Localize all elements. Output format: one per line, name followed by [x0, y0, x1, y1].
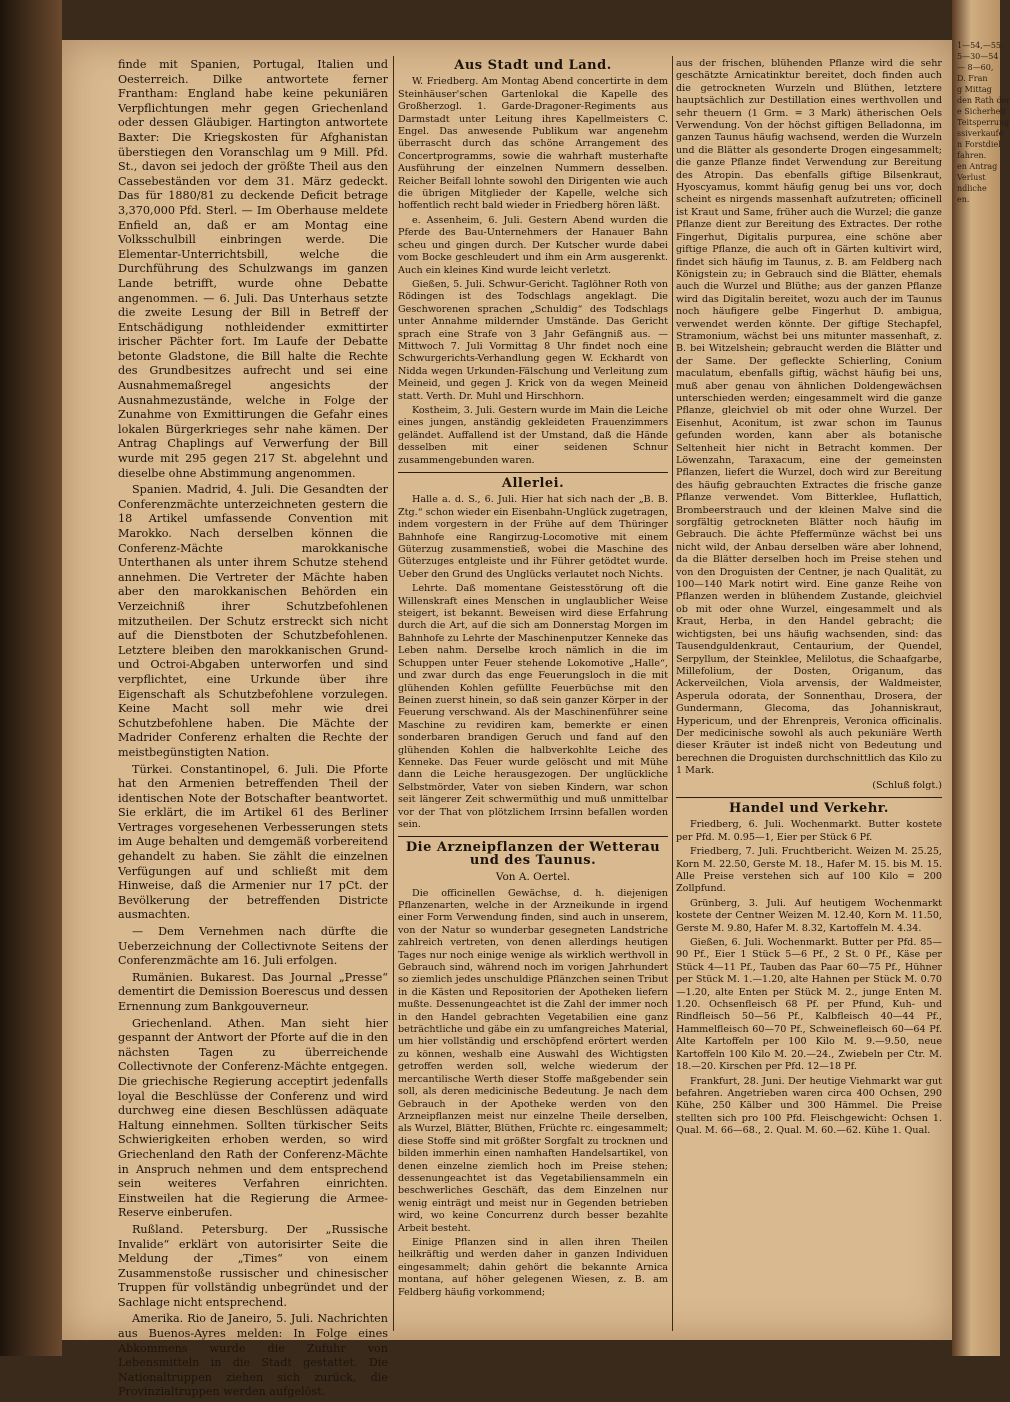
news-paragraph: Halle a. d. S., 6. Juli. Hier hat sich nach der „B. B. Ztg.“ schon wieder ein Eisenbahn-Unglück zugetragen, indem vorgestern in der Frühe auf dem Thüringer Bahnhofe eine Rangirzug-Locomotive mit einem Güterzug zusammenstieß, wobei die Maschine des Güterzuges entgleiste und ihr Führer getödtet wurde. Ueber den Grund des Unglücks verlautet noch Nichts.: [398, 494, 668, 580]
news-paragraph: Griechenland. Athen. Man sieht hier gespannt der Antwort der Pforte auf die in den nächsten Tagen zu überreichende Collectivnote der Conferenz-Mächte entgegen. Die griechische Regierung acceptirt jedenfalls loyal die Beschlüsse der Conferenz und wird durchweg eine diesen Beschlüssen adäquate Haltung einnehmen. Sollten türkischer Seits Schwierigkeiten erhoben werden, so wird Griechenland den Rath der Conferenz-Mächte in Anspruch nehmen und dem entsprechend sein weiteres Verfahren einrichten. Einstweilen hat die Regierung die Armee-Reserve einberufen.: [118, 1016, 388, 1220]
news-paragraph: W. Friedberg. Am Montag Abend concertirte in dem Steinhäuser'schen Gartenlokal die Kapelle des Großherzogl. 1. Garde-Dragoner-Regiments aus Darmstadt unter Leitung ihres Kapellmeisters C. Engel. Das anwesende Publikum war angenehm überrascht durch das schöne Arrangement des Concertprogramms, sowie die wahrhaft musterhafte Ausführung der einzelnen Nummern desselben. Reicher Beifall lohnte sowohl den Dirigenten wie auch die übrigen Mitglieder der Kapelle, welche sich hoffentlich recht bald wieder in Friedberg hören läßt.: [398, 76, 668, 212]
news-paragraph: e. Assenheim, 6. Juli. Gestern Abend wurden die Pferde des Bau-Unternehmers der Hanauer Bahn scheu und gingen durch. Der Kutscher wurde dabei vom Bocke geschleudert und ihm ein Arm ausgerenkt. Auch ein kleines Kind wurde leicht verletzt.: [398, 214, 668, 276]
market-report: Grünberg, 3. Juli. Auf heutigem Wochenmarkt kostete der Centner Weizen M. 12.40, Korn M. 11.50, Gerste M. 9.80, Hafer M. 8.32, Kartoffeln M. 4.34.: [676, 897, 942, 934]
fragment-line: en Antrag: [957, 162, 998, 171]
column-right: [676, 58, 942, 1140]
fragment-line: Teitsperrung: [957, 118, 1010, 127]
section-heading-trade: Handel und Verkehr.: [729, 800, 889, 816]
news-paragraph: — Dem Vernehmen nach dürfte die Ueberzeichnung der Collectivnote Seitens der Conferenzmächte am 16. Juli erfolgen.: [118, 925, 388, 968]
book-binding-left: [0, 0, 62, 1356]
news-paragraph: finde mit Spanien, Portugal, Italien und Oesterreich. Dilke antwortete ferner Frantham: England habe keine pekuniären Verpflichtungen mehr gegen Griechenland oder dessen Gläubiger. Hartington antwortete Baxter: Die Kriegskosten für Afghanistan überstiegen den Voranschlag um 9 Mill. Pfd. St., davon sei jedoch der größte Theil aus den Cassebeständen vor dem 31. März gedeckt. Das für 1880/81 zu deckende Deficit betrage 3,370,000 Pfd. Sterl. — Im Oberhause meldete Enfield an, daß er am Montag eine Volksschulbill einbringen werde. Die Elementar-Unterrichtsbill, welche die Durchführung des Schulzwangs im ganzen Lande betrifft, wurde ohne Debatte angenommen. — 6. Juli. Das Unterhaus setzte die zweite Lesung der Bill in Betreff der Entschädigung nothleidender exmittirter irischer Pächter fort. Im Laufe der Debatte betonte Gladstone, die Bill halte die Rechte des Grundbesitzes aufrecht und sei eine Ausnahmemaßregel angesichts der Ausnahmezustände, welche in Folge der Zunahme von Exmittirungen die Gefahr eines lokalen Bürgerkrieges sehr nahe kämen. Der Antrag Chaplings auf Verwerfung der Bill wurde mit 295 gegen 217 St. abgelehnt und dieselbe ohne Abstimmung angenommen.: [118, 58, 388, 480]
section-heading-local: Aus Stadt und Land.: [454, 58, 612, 73]
fragment-line: 5—30—54: [957, 52, 999, 61]
column-rule: [672, 56, 673, 1331]
section-heading-misc: Allerlei.: [501, 476, 565, 491]
fragment-line: Verlust: [957, 173, 986, 182]
fragment-line: D. Fran: [957, 74, 988, 83]
article-paragraph: Die officinellen Gewächse, d. h. diejenigen Pflanzenarten, welche in der Arzneikunde in irgend einer Form Verwendung finden, sind auch in unserem, von der Natur so wunderbar gesegneten Landstriche zahlreich vertreten, von denen allerdings heutigen Tages nur noch einige wenige als wirklich werthvoll in Gebrauch sind, während noch im vorigen Jahrhundert so ziemlich jedes unschuldige Pflänzchen seinen Tribut in die Kästen und Repositorien der Apotheken liefern mußte. Dessenungeachtet ist die Zahl der immer noch in den Handel gebrachten Vegetabilien eine ganz beträchtliche und gäbe ein zu umfangreiches Material, um hier vollständig und erschöpfend erörtert werden zu können, weshalb eine Auswahl des Wichtigsten getroffen werden soll, welche wiederum der mercantilische Werth dieser Stoffe maßgebender sein soll, als deren medicinische Bedeutung. Je nach dem Gebrauch in der Apotheke werden von den Arzneipflanzen meist nur einzelne Theile derselben, als Wurzel, Blätter, Blüthen, Früchte rc. eingesammelt; diese Stoffe sind mit größter Sorgfalt zu trocknen und bilden immerhin einen namhaften Handelsartikel, von denen einzelne ziemlich hoch im Preise stehen; dessenungeachtet ist das Vegetabiliensammeln ein beschwerliches Geschäft, das dem Einzelnen nur wenig einträgt und meist nur in Gegenden betrieben wird, wo keine Concurrenz durch besser bezahlte Arbeit besteht.: [398, 887, 668, 1234]
news-paragraph: Türkei. Constantinopel, 6. Juli. Die Pforte hat den Armenien betreffenden Theil der identischen Note der Botschafter beantwortet. Sie erklärt, die im Artikel 61 des Berliner Vertrages vorgesehenen Verbesserungen stets im Auge behalten und demgemäß vorbereitend gehandelt zu haben. Sie zählt die einzelnen Verfügungen auf und schließt mit dem Hinweise, daß die Armenier nur 17 pCt. der Bevölkerung der betreffenden Districte ausmachten.: [118, 762, 388, 922]
market-report: Friedberg, 7. Juli. Fruchtbericht. Weizen M. 25.25, Korn M. 22.50, Gerste M. 18., Hafer M. 15. bis M. 15. Alle Preise verstehen sich auf 100 Kilo = 200 Zollpfund.: [676, 846, 942, 895]
article-byline: Von A. Oertel.: [495, 871, 571, 884]
section-divider: [398, 472, 668, 473]
fragment-line: den Rath der: [957, 96, 1010, 105]
fragment-line: ndliche: [957, 184, 987, 193]
continuation-note: (Schluß folgt.): [872, 779, 942, 791]
market-report: Gießen, 6. Juli. Wochenmarkt. Butter per Pfd. 85—90 Pf., Eier 1 Stück 5—6 Pf., 2 St. 0 Pf., Käse per Stück 4—11 Pf., Tauben das Paar 60—75 Pf., Hühner per Stück M. 1.—1.20, alte Hahnen per Stück M. 0.70—1.20, alte Enten per Stück M. 2., junge Enten M. 1.20. Ochsenfleisch 68 Pf. per Pfund, Kuh- und Rindfleisch 50—56 Pf., Kalbfleisch 40—44 Pf., Hammelfleisch 60—70 Pf., Schweinefleisch 60—64 Pf. Alte Kartoffeln per 100 Kilo M. 9.—9.50, neue Kartoffeln 100 Kilo M. 20.—24., Zwiebeln per Ctr. M. 18.—20. Kirschen per Pfd. 12—18 Pf.: [676, 937, 942, 1073]
column-middle: [398, 58, 668, 1301]
fragment-line: — 8—60,: [957, 63, 994, 72]
article-paragraph: Einige Pflanzen sind in allen ihren Theilen heilkräftig und werden daher in ganzen Individuen eingesammelt; dahin gehört die bekannte Arnica montana, auf höher gelegenen Wiesen, z. B. am Feldberg häufig vorkommend;: [398, 1236, 668, 1298]
news-paragraph: Rumänien. Bukarest. Das Journal „Presse“ dementirt die Demission Boerescus und dessen Ernennung zum Bankgouverneur.: [118, 970, 388, 1013]
fragment-line: fahren.: [957, 151, 987, 160]
article-paragraph: aus der frischen, blühenden Pflanze wird die sehr geschätzte Arnicatinktur bereitet, doch finden auch die getrockneten Wurzeln und Blüthen, letztere hauptsächlich zur Destillation eines werthvollen und sehr theuern (1 Grm. = 3 Mark) ätherischen Oels Verwendung. Von der höchst giftigen Belladonna, im ganzen Taunus häufig wachsend, werden die Wurzeln und die Blätter als gesonderte Drogen eingesammelt; die ganze Pflanze findet Verwendung zur Bereitung des Atropin. Das ebenfalls giftige Bilsenkraut, Hyoscyamus, kommt häufig genug bei uns vor, doch scheint es nirgends massenhaft aufzutreten; officinell ist Kraut und Same, früher auch die Wurzel; die ganze Pflanze dient zur Bereitung des Extractes. Der rothe Fingerhut, Digitalis purpurea, eine schöne aber giftige Pflanze, die auch oft in Gärten kultivirt wird, findet sich häufig im Taunus, z. B. am Feldberg nach Königstein zu; in Gebrauch sind die Blätter, ehemals auch die Wurzel und Blüthe; aus der ganzen Pflanze wird das Digitalin bereitet, wozu auch der im Taunus noch häufigere gelbe Fingerhut D. ambigua, verwendet werden könnte. Der giftige Stechapfel, Stramonium, wächst bei uns mitunter massenhaft, z. B. bei Witzelshein; gebraucht werden die Blätter und der Same. Der gefleckte Schierling, Conium maculatum, ebenfalls giftig, wächst häufig bei uns, muß aber genau von ähnlichen Doldengewächsen unterschieden werden; eingesammelt wird die ganze Pflanze, gleichviel ob mit oder ohne Wurzel. Der Eisenhut, Aconitum, ist zwar schon im Taunus gefunden worden, kann aber als botanische Seltenheit hier nicht in Betracht kommen. Der Löwenzahn, Taraxacum, eine der gemeinsten Pflanzen, liefert die Wurzel, doch wird zur Bereitung des häufig gebrauchten Extractes die frische ganze Pflanze verwendet. Vom Bitterklee, Huflattich, Brombeerstrauch und der kleinen Malve sind die sorgfältig getrockneten Blätter noch häufig im Gebrauch. Die ächte Pfeffermünze wächst bei uns nicht wild, der Anbau derselben wäre aber lohnend, da die Blätter derselben hoch im Preise stehen und von den Droguisten der Centner, je nach Qualität, zu 100—140 Mark notirt wird. Eine ganze Reihe von Pflanzen werden in blühendem Zustande, gleichviel ob mit oder ohne Wurzel, eingesammelt und als Kraut, Herba, in den Handel gebracht; die wichtigsten, bei uns häufig wachsenden, sind: das Tausendguldenkraut, Centaurium, der Quendel, Serpyllum, der Steinklee, Melilotus, die Schaafgarbe, Millefolium, der Dosten, Origanum, das Ackerveilchen, Viola arvensis, der Waldmeister, Asperula odorata, der Sonnenthau, Drosera, der Gundermann, Glecoma, das Johanniskraut, Hypericum, und der Ehrenpreis, Veronica officinalis. Der medicinische sowohl als auch pekuniäre Werth dieser Kräuter ist indeß nicht von Bedeutung und berechnen die Droguisten durchschnittlich das Kilo zu 1 Mark.: [676, 58, 942, 777]
fragment-line: e Sicherheit: [957, 107, 1007, 116]
fragment-line: g Mittag: [957, 85, 992, 94]
news-paragraph: Lehrte. Daß momentane Geistesstörung oft die Willenskraft eines Menschen in unglaublicher Weise steigert, ist bekannt. Beweisen wird diese Erfahrung durch die Art, auf die sich am Donnerstag Morgen im Bahnhofe zu Lehrte der Maschinenputzer Kenneke das Leben nahm. Derselbe kroch nämlich in die im Schuppen unter Feuer stehende Lokomotive „Halle“, und zwar durch das enge Feuerungsloch in die mit glühenden Kohlen gefüllte Feuerbüchse mit den Beinen zuerst hinein, so daß sein ganzer Körper in der Feuerung verschwand. Als der Maschinenführer seine Maschine zu revidiren kam, bemerkte er einen sonderbaren brandigen Geruch und fand auf den glühenden Kohlen die halbverkohlte Leiche des Kenneke. Das Feuer wurde gelöscht und mit Mühe dann die Leiche herausgezogen. Der unglückliche Selbstmörder, Vater von sieben Kindern, war schon seit längerer Zeit schwermüthig und muß unmittelbar vor der That von plötzlichem Irrsinn befallen worden sein.: [398, 583, 668, 830]
news-paragraph: Kostheim, 3. Juli. Gestern wurde im Main die Leiche eines jungen, anständig gekleideten Frauenzimmers geländet. Auffallend ist der Umstand, daß die Hände desselben mit einer seidenen Schnur zusammengebunden waren.: [398, 404, 668, 466]
section-divider: [398, 836, 668, 837]
fragment-line: ssiverkaufe: [957, 129, 1004, 138]
market-report: Friedberg, 6. Juli. Wochenmarkt. Butter kostete per Pfd. M. 0.95—1, Eier per Stück 6 Pf.: [676, 819, 942, 843]
fragment-line: 1—54,—55,: [957, 41, 1004, 50]
news-paragraph: Spanien. Madrid, 4. Juli. Die Gesandten der Conferenzmächte unterzeichneten gestern die 18 Artikel umfassende Convention mit Marokko. Nach derselben können die Conferenz-Mächte marokkanische Unterthanen als unter ihrem Schutze stehend annehmen. Die Vertreter der Mächte haben aber den marokkanischen Behörden ein Verzeichniß ihrer Schutzbefohlenen mitzutheilen. Der Schutz erstreckt sich nicht auf die Dienstboten der Schutzbefohlenen. Letztere bleiben den marokkanischen Grund- und Octroi-Abgaben unterworfen und sind verpflichtet, eine Urkunde über ihre Eigenschaft als Schutzbefohlene vorzulegen. Keine Macht soll mehr wie drei Schutzbefohlene haben. Die Mächte der Madrider Conferenz erhalten die Rechte der meistbegünstigten Nation.: [118, 483, 388, 759]
news-paragraph: Rußland. Petersburg. Der „Russische Invalide“ erklärt von autorisirter Seite die Meldung der „Times“ von einem Zusammenstoße russischer und chinesischer Truppen für vollständig unbegründet und der Sachlage nicht entsprechend.: [118, 1222, 388, 1309]
fragment-line: n Forstdiel: [957, 140, 1001, 149]
news-paragraph: Amerika. Rio de Janeiro, 5. Juli. Nachrichten aus Buenos-Ayres melden: In Folge eines Abkommens wurde die Zufuhr von Lebensmitteln in die Stadt gestattet. Die Nationaltruppen ziehen sich zurück, die Provinzialtruppen werden aufgelöst.: [118, 1312, 388, 1399]
column-left: [118, 58, 388, 1402]
market-report: Frankfurt, 28. Juni. Der heutige Viehmarkt war gut befahren. Angetrieben waren circa 400 Ochsen, 290 Kühe, 250 Kälber und 300 Hämmel. Die Preise stellten sich pro 100 Pfd. Fleischgewicht: Ochsen 1. Qual. M. 66—68., 2. Qual. M. 60.—62. Kühe 1. Qual.: [676, 1075, 942, 1137]
article-title: Die Arzneipflanzen der Wetterau und des Taunus.: [405, 840, 661, 868]
adjacent-page-fragment: [957, 40, 1010, 1320]
column-rule: [393, 56, 394, 1331]
fragment-line: en.: [957, 195, 970, 204]
news-paragraph: Gießen, 5. Juli. Schwur-Gericht. Taglöhner Roth von Rödingen ist des Todschlags angeklagt. Die Geschworenen sprachen „Schuldig“ des Todschlags unter Annahme mildernder Umstände. Das Gericht sprach eine Strafe von 3 Jahr Gefängniß aus. — Mittwoch 7. Juli Vormittag 8 Uhr findet noch eine Schwurgerichts-Verhandlung gegen W. Eckhardt von Nidda wegen Urkunden-Fälschung und Verleitung zum Meineid, und gegen J. Krick von da wegen Meineid statt. Verth. Dr. Muhl und Hirschhorn.: [398, 278, 668, 402]
section-divider: [676, 797, 942, 798]
